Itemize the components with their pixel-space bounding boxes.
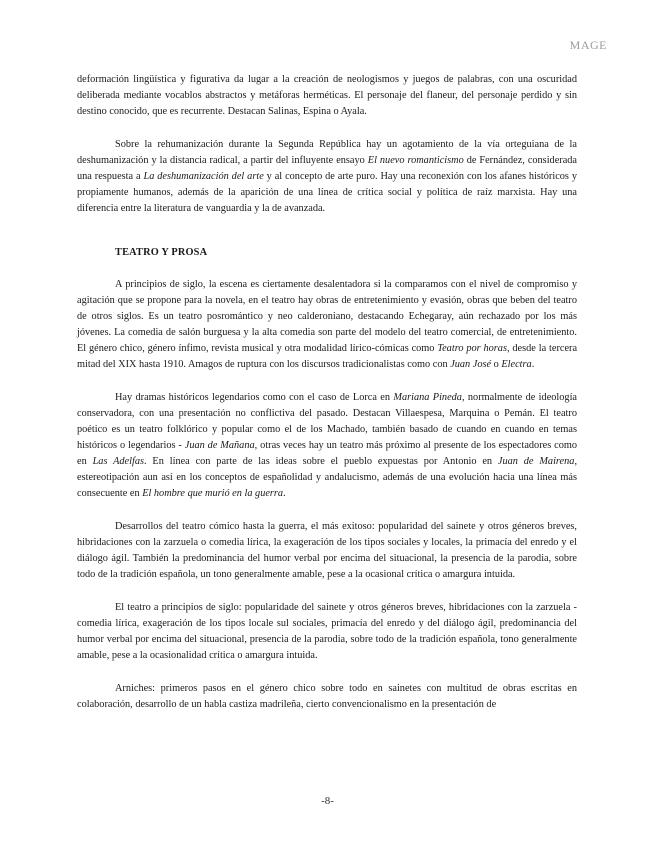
paragraph-text: Hay dramas históricos legendarios como con el caso de Lorca en bbox=[115, 392, 394, 403]
paragraph-5 bbox=[77, 519, 577, 583]
italic-title: El nuevo romanticismo bbox=[367, 155, 464, 166]
paragraph-text: A principios de siglo, la escena es ciertamente desalentadora si la comparamos con el nivel de compromiso y agitación que se propone para la novela, en el teatro hay obras de entretenimiento y evasión, obras que beben del teatro de otros siglos. Es un teatro posromántico y neo calderoniano, destacando Echegaray, aún rechazado por los más jóvenes. La comedia de salón burguesa y la alta comedia son parte del modelo del teatro comercial, de entretenimiento. El género chico, género ínfimo, revista musical y otra modalidad lírico-cómicas como bbox=[77, 279, 577, 354]
paragraph-text: , normalmente de ideología conservadora, con una presentación no conflictiva del pasado. Destacan Villaespesa, Marquina o Pemán. El teatro poético es un teatro folklórico y popular como el de los Machado, también basado de cuando en cuando en temas históricos o legendarios - bbox=[77, 392, 577, 451]
italic-title: Juan de Mañana bbox=[184, 440, 255, 451]
paragraph-text: . bbox=[283, 488, 286, 499]
italic-title: Electra bbox=[501, 359, 532, 370]
paragraph-4 bbox=[77, 390, 577, 502]
paragraph-6 bbox=[77, 600, 577, 664]
paragraph-2 bbox=[77, 137, 577, 217]
paragraph-text: El teatro a principios de siglo: popularidade del sainete y otros géneros breves, hibridaciones con la zarzuela - comedia lírica, exageración de los tipos locale sul sociales, primacía del enredo y del diálogo ágil, predominancia del humor verbal por encima del situacional, presencia de la parodia, sobre todo de la tradición española, tono generalmente amable, pese a la ocasionalidad crítica o amargura intuida. bbox=[77, 602, 577, 661]
paragraph-text: , estereotipación aun así en los conceptos de españolidad y andalucismo, además de una evolución hacia una línea más consecuente en bbox=[77, 456, 578, 499]
paragraph-text: deformación lingüística y figurativa da lugar a la creación de neologismos y juegos de palabras, con una oscuridad deliberada mediante vocablos abstractos y metáforas herméticas. El personaje del flaneur, del personaje perdido y sin destino conocido, que es recurrente. Destacan Salinas, Espina o Ayala. bbox=[77, 74, 577, 117]
paragraph-3 bbox=[77, 277, 577, 373]
page-number: -8- bbox=[321, 795, 334, 807]
italic-title: Juan José bbox=[450, 359, 492, 370]
italic-title: El hombre que murió en la guerra bbox=[142, 488, 284, 499]
document-body bbox=[77, 72, 577, 730]
paragraph-text: o bbox=[491, 359, 502, 370]
paragraph-text: , desde la tercera mitad del XIX hasta 1910. Amagos de ruptura con los discursos tradicionalistas como con bbox=[77, 343, 578, 370]
paragraph-text: . En línea con parte de las ideas sobre el pueblo expuestas por Antonio en bbox=[144, 456, 498, 467]
italic-title: Juan de Mairena bbox=[497, 456, 575, 467]
italic-title: Las Adelfas bbox=[92, 456, 145, 467]
paragraph-text: . bbox=[531, 359, 535, 370]
paragraph-text: Desarrollos del teatro cómico hasta la guerra, el más exitoso: popularidad del sainete y otros géneros breves, hibridaciones con la zarzuela o comedia lírica, la exageración de los tipos sociales y locales, la primacía del enredo y el diálogo ágil. También la predominancia del humor verbal por encima del situacional, la presencia de la parodia, sobre todo de la tradición española, un tono generalmente amable, pese a la ocasional crítica o amargura intuida. bbox=[77, 521, 577, 580]
italic-title: Mariana Pineda bbox=[393, 392, 462, 403]
italic-title: La deshumanización del arte bbox=[143, 171, 264, 182]
paragraph-7 bbox=[77, 681, 577, 713]
paragraph-text: , otras veces hay un teatro más próximo al presente de los espectadores como en bbox=[77, 440, 578, 467]
paragraph-text: y al concepto de arte puro. Hay una reconexión con los afanes históricos y propiamente humanos, además de la aparición de una línea de crítica social y política de raíz marxista. Hay una diferencia entre la literatura de vanguardia y la de avanzada. bbox=[77, 171, 577, 214]
paragraph-text: Sobre la rehumanización durante la Segunda República hay un agotamiento de la vía orteguiana de la deshumanización y la distancia radical, a partir del influyente ensayo bbox=[77, 139, 577, 166]
paragraph-text: Arniches: primeros pasos en el género chico sobre todo en sainetes con multitud de obras escritas en colaboración, desarrollo de un habla castiza madrileña, cierto convencionalismo en la presentación de bbox=[77, 683, 577, 710]
paragraph-text: de Fernández, considerada una respuesta a bbox=[77, 155, 577, 182]
document-header-brand: MAGE bbox=[569, 38, 607, 52]
paragraph-1 bbox=[77, 72, 577, 120]
italic-title: Teatro por horas bbox=[437, 343, 507, 354]
section-heading: TEATRO Y PROSA bbox=[115, 247, 208, 258]
